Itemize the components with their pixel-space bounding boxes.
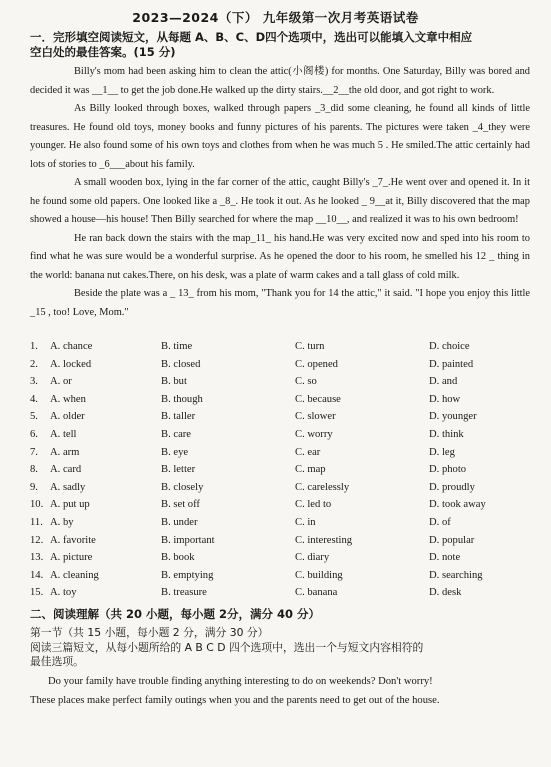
- option-c: C. because: [295, 393, 341, 405]
- option-c: C. interesting: [295, 534, 353, 546]
- reading-passage-intro: [30, 673, 530, 710]
- reading-text-line-2: These places make perfect family outings when you and the parents need to get out of the house.: [30, 694, 440, 706]
- question-number: 5.: [30, 411, 38, 423]
- option-row: [30, 584, 530, 602]
- question-number: 8.: [30, 464, 38, 476]
- option-a: A. arm: [50, 446, 80, 458]
- passage-paragraph-3: A small wooden box, lying in the far corner of the attic, caught Billy's _7_.He went over and opened it. In it he found some old papers. One looked like a _8_. He took it out. As he looked _ 9__at it, Billy discovered that the map showed a house—his house! Then Billy searched for where the map __10__, and realized it was to his own bedroom!: [30, 177, 530, 225]
- instruction-line-1: 阅读三篇短文，从每小题所给的 A B C D 四个选项中，选出一个与短文内容相符的: [30, 640, 424, 654]
- question-number: 13.: [30, 552, 44, 564]
- option-c: C. opened: [295, 358, 338, 370]
- option-a: A. tell: [50, 428, 77, 440]
- option-a: A. put up: [50, 499, 90, 511]
- option-a: A. locked: [50, 358, 92, 370]
- question-number: 7.: [30, 446, 38, 458]
- option-b: B. book: [161, 552, 195, 564]
- option-b: B. though: [161, 393, 203, 405]
- option-b: B. important: [161, 534, 215, 546]
- passage-paragraph-4: He ran back down the stairs with the map_11_ his hand.He was very excited now and sped into his room to find what he was sure would be a wonderful surprise. As he opened the door to his room, he smelled his 12 _ thing in the world: banana nut cakes.There, on his desk, was a plate of warm cakes and a tall glass of cold milk.: [30, 232, 530, 281]
- option-c: C. ear: [295, 446, 321, 458]
- option-row: [30, 461, 530, 479]
- option-c: C. so: [295, 376, 317, 388]
- option-a: A. toy: [50, 587, 77, 599]
- option-c: C. carelessly: [295, 481, 350, 493]
- cloze-passage: [30, 63, 530, 322]
- section-two-instructions: [30, 626, 530, 670]
- option-a: A. sadly: [50, 481, 86, 493]
- option-c: C. diary: [295, 552, 330, 564]
- option-d: D. younger: [429, 411, 477, 423]
- option-row: [30, 408, 530, 426]
- option-b: B. eye: [161, 446, 189, 458]
- option-b: B. set off: [161, 499, 200, 511]
- option-b: B. care: [161, 428, 191, 440]
- option-d: D. searching: [429, 569, 483, 581]
- question-number: 10.: [30, 499, 44, 511]
- question-number: 3.: [30, 376, 38, 388]
- option-c: C. slower: [295, 411, 336, 423]
- question-number: 1.: [30, 341, 38, 352]
- option-c: C. worry: [295, 428, 333, 440]
- option-d: D. painted: [429, 358, 474, 370]
- option-c: C. in: [295, 516, 316, 528]
- question-number: 9.: [30, 481, 38, 493]
- option-b: B. time: [161, 341, 193, 352]
- section-one-heading-line2: 空白处的最佳答案。(15 分): [30, 45, 176, 59]
- option-b: B. treasure: [161, 587, 207, 599]
- options-list: [30, 338, 530, 602]
- option-b: B. taller: [161, 411, 196, 423]
- option-row: [30, 567, 530, 585]
- option-c: C. banana: [295, 587, 338, 599]
- option-row: [30, 514, 530, 532]
- option-a: A. by: [50, 516, 74, 528]
- option-a: A. older: [50, 411, 85, 423]
- option-row: [30, 373, 530, 391]
- option-row: [30, 532, 530, 550]
- passage-paragraph-5: Beside the plate was a _ 13_ from his mom, "Thank you for 14 the attic," it said. "I hope you enjoy this little _15 , too! Love, Mom.": [30, 288, 530, 318]
- instruction-line-2: 最佳选项。: [30, 655, 84, 668]
- section-two-heading: 二、阅读理解（共 20 小题，每小题 2分，满分 40 分）: [30, 607, 321, 621]
- option-c: C. building: [295, 569, 343, 581]
- option-b: B. under: [161, 516, 198, 528]
- question-number: 14.: [30, 569, 44, 581]
- part-one-heading: 第一节（共 15 小题，每小题 2 分，满分 30 分）: [30, 626, 269, 639]
- option-d: D. popular: [429, 534, 475, 546]
- option-d: D. think: [429, 428, 464, 440]
- section-one-heading: [30, 30, 530, 60]
- option-b: B. letter: [161, 464, 196, 476]
- option-row: [30, 444, 530, 462]
- option-c: C. turn: [295, 341, 325, 352]
- option-d: D. and: [429, 376, 458, 388]
- option-d: D. leg: [429, 446, 455, 458]
- option-d: D. choice: [429, 341, 470, 352]
- option-a: A. cleaning: [50, 569, 99, 581]
- option-row: [30, 356, 530, 374]
- option-c: C. map: [295, 464, 326, 476]
- question-number: 2.: [30, 358, 38, 370]
- option-d: D. desk: [429, 587, 462, 599]
- question-number: 15.: [30, 587, 44, 599]
- passage-paragraph-1: Billy's mom had been asking him to clean the attic(小阁楼) for months. One Saturday, Billy was bored and decided it was __1__ to get the job done.He walked up the dirty stairs.__2__the old door, and got right to work.: [30, 66, 530, 96]
- option-row: [30, 479, 530, 497]
- option-row: [30, 391, 530, 409]
- option-d: D. took away: [429, 499, 486, 511]
- option-b: B. closed: [161, 358, 201, 370]
- option-a: A. when: [50, 393, 86, 405]
- passage-paragraph-2: As Billy looked through boxes, walked through papers _3_did some cleaning, he found all kinds of little treasures. He found old toys, money books and funny pictures of his parents. The pictures were taken _4_they were younger. He also found some of his own toys and clothes from when he was much 5 . He smiled.The attic certainly had lots of stories to _6___about his family.: [30, 103, 530, 170]
- option-row: [30, 338, 530, 356]
- reading-text-line-1: Do your family have trouble finding anything interesting to do on weekends? Don't worry!: [48, 676, 433, 687]
- option-d: D. photo: [429, 464, 467, 476]
- question-number: 12.: [30, 534, 44, 546]
- option-row: [30, 496, 530, 514]
- option-a: A. picture: [50, 552, 93, 564]
- option-row: [30, 426, 530, 444]
- option-a: A. or: [50, 376, 72, 388]
- section-one-heading-line1: 一．完形填空阅读短文，从每题 A、B、C、D四个选项中，选出可以能填入文章中相应: [30, 30, 473, 44]
- option-b: B. emptying: [161, 569, 214, 581]
- option-d: D. of: [429, 516, 451, 528]
- option-d: D. how: [429, 393, 461, 405]
- option-a: A. card: [50, 464, 82, 476]
- option-c: C. led to: [295, 499, 332, 511]
- option-row: [30, 549, 530, 567]
- exam-title: 2023—2024（下） 九年级第一次月考英语试卷: [132, 10, 419, 25]
- option-a: A. favorite: [50, 534, 96, 546]
- option-d: D. note: [429, 552, 461, 564]
- option-d: D. proudly: [429, 481, 475, 493]
- question-number: 6.: [30, 428, 38, 440]
- option-b: B. closely: [161, 481, 204, 493]
- question-number: 4.: [30, 393, 38, 405]
- question-number: 11.: [30, 516, 43, 528]
- option-b: B. but: [161, 376, 187, 388]
- option-a: A. chance: [50, 341, 93, 352]
